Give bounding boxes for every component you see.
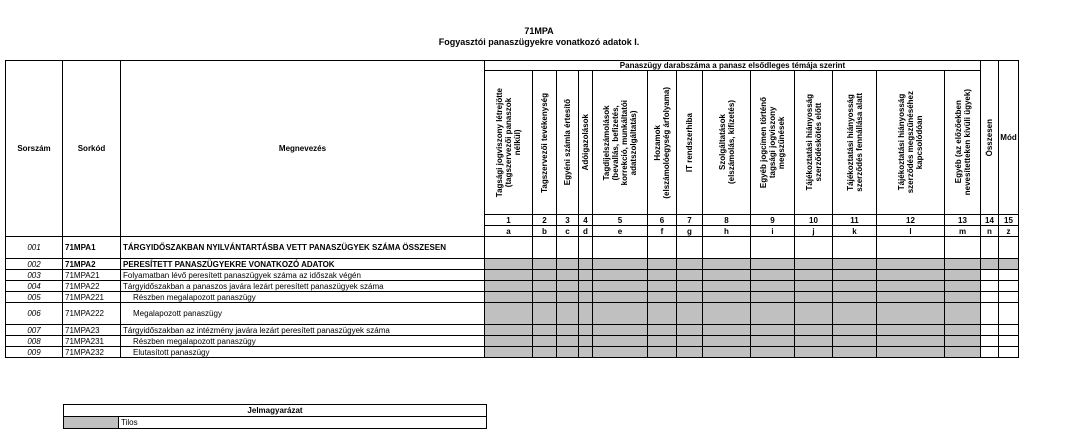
forbidden-cell <box>751 292 795 303</box>
forbidden-cell <box>833 347 877 358</box>
form-code-title: 71MPA <box>524 26 554 36</box>
forbidden-cell <box>795 336 833 347</box>
header-mod: Mód <box>999 61 1019 215</box>
row-sorszam: 005 <box>6 292 63 303</box>
table-row <box>6 292 1019 303</box>
forbidden-cell <box>703 270 751 281</box>
forbidden-cell <box>877 347 945 358</box>
forbidden-cell <box>648 259 677 270</box>
forbidden-cell <box>677 270 703 281</box>
header-osszesen <box>981 61 999 215</box>
forbidden-cell <box>795 303 833 325</box>
forbidden-cell <box>485 281 533 292</box>
column-header <box>795 71 833 215</box>
forbidden-cell <box>833 336 877 347</box>
column-header-label: Tájékoztatási hiányosság szerződés megszűnéséhez kapcsolódóan <box>897 91 924 194</box>
forbidden-cell <box>579 259 593 270</box>
forbidden-cell <box>945 281 981 292</box>
forbidden-cell <box>533 336 557 347</box>
row-sorszam: 008 <box>6 336 63 347</box>
forbidden-cell <box>833 292 877 303</box>
column-header-label: Szolgáltatások (elszámolás, kifizetés) <box>717 100 736 185</box>
column-header <box>485 71 533 215</box>
row-sorkod: 71MPA232 <box>63 347 121 358</box>
column-header <box>579 71 593 215</box>
forbidden-cell <box>833 325 877 336</box>
data-cell <box>557 237 579 259</box>
column-header-label: Tájékoztatási hiányosság szerződés fennállása alatt <box>845 93 864 192</box>
data-cell <box>999 237 1019 259</box>
column-number: 14 <box>981 215 999 226</box>
column-header <box>877 71 945 215</box>
forbidden-cell <box>579 325 593 336</box>
column-header-label: Tagszervezői tevékenység <box>540 92 549 193</box>
data-cell <box>579 237 593 259</box>
column-header <box>648 71 677 215</box>
row-megnevezes: Részben megalapozott panaszügy <box>121 292 485 303</box>
forbidden-cell <box>945 325 981 336</box>
column-header-label: Egyéb jogcímen történő tagsági jogviszony megszűnések <box>759 96 786 189</box>
table-row <box>6 281 1019 292</box>
forbidden-cell <box>533 259 557 270</box>
column-header-label: Egyéni számla értesítő <box>563 99 572 186</box>
forbidden-cell <box>579 336 593 347</box>
forbidden-cell <box>833 281 877 292</box>
column-letter: b <box>533 226 557 237</box>
forbidden-cell <box>485 336 533 347</box>
forbidden-cell <box>703 303 751 325</box>
forbidden-cell <box>648 281 677 292</box>
column-number: 8 <box>703 215 751 226</box>
column-letter: c <box>557 226 579 237</box>
row-sorkod: 71MPA22 <box>63 281 121 292</box>
forbidden-cell <box>945 270 981 281</box>
column-number: 2 <box>533 215 557 226</box>
forbidden-cell <box>648 347 677 358</box>
column-number: 11 <box>833 215 877 226</box>
forbidden-cell <box>877 292 945 303</box>
row-sorszam: 001 <box>6 237 63 259</box>
forbidden-cell <box>877 336 945 347</box>
forbidden-cell <box>877 303 945 325</box>
forbidden-cell <box>751 347 795 358</box>
column-letter: m <box>945 226 981 237</box>
forbidden-cell <box>557 292 579 303</box>
column-number: 15 <box>999 215 1019 226</box>
data-cell <box>999 336 1019 347</box>
table-row <box>6 237 1019 259</box>
column-header-label: Tagsági jogviszony létrejötte (tagszervezői panaszok nélkül) <box>495 87 522 198</box>
column-letter: l <box>877 226 945 237</box>
column-header-label: Hozamok (elszámolóegység árfolyama) <box>653 86 671 199</box>
data-cell <box>999 292 1019 303</box>
column-letter: i <box>751 226 795 237</box>
table-row <box>6 325 1019 336</box>
data-cell <box>945 237 981 259</box>
forbidden-cell <box>593 292 648 303</box>
data-cell <box>981 237 999 259</box>
column-header <box>557 71 579 215</box>
row-megnevezes: Megalapozott panaszügy <box>121 303 485 325</box>
column-letter: n <box>981 226 999 237</box>
forbidden-cell <box>648 303 677 325</box>
header-sorszam: Sorszám <box>6 61 63 237</box>
column-number: 6 <box>648 215 677 226</box>
header-megnevezes: Megnevezés <box>121 61 485 237</box>
column-letter: f <box>648 226 677 237</box>
row-megnevezes: TÁRGYIDŐSZAKBAN NYILVÁNTARTÁSBA VETT PANASZÜGYEK SZÁMA ÖSSZESEN <box>121 237 485 259</box>
forbidden-cell <box>485 347 533 358</box>
forbidden-cell <box>533 270 557 281</box>
column-number: 7 <box>677 215 703 226</box>
forbidden-cell <box>677 336 703 347</box>
column-letter: j <box>795 226 833 237</box>
column-header <box>533 71 557 215</box>
forbidden-cell <box>981 259 999 270</box>
row-megnevezes: Részben megalapozott panaszügy <box>121 336 485 347</box>
header-osszesen-label: Összesen <box>985 118 994 157</box>
legend-item: Tilos <box>119 417 487 429</box>
row-sorkod: 71MPA221 <box>63 292 121 303</box>
forbidden-cell <box>593 259 648 270</box>
forbidden-cell <box>945 259 981 270</box>
forbidden-cell <box>485 292 533 303</box>
forbidden-cell <box>648 325 677 336</box>
column-header <box>677 71 703 215</box>
forbidden-cell <box>533 303 557 325</box>
data-cell <box>999 347 1019 358</box>
column-header <box>751 71 795 215</box>
column-header-label: IT rendszerhiba <box>685 112 694 173</box>
forbidden-cell <box>751 303 795 325</box>
forbidden-cell <box>533 347 557 358</box>
row-sorszam: 006 <box>6 303 63 325</box>
data-cell <box>981 292 999 303</box>
header-sorkod: Sorkód <box>63 61 121 237</box>
forbidden-cell <box>533 292 557 303</box>
forbidden-cell <box>677 347 703 358</box>
legend-title: Jelmagyarázat <box>64 405 487 417</box>
legend-table <box>63 404 487 429</box>
data-cell <box>751 237 795 259</box>
column-letter: a <box>485 226 533 237</box>
forbidden-cell <box>751 259 795 270</box>
data-cell <box>703 237 751 259</box>
forbidden-cell <box>485 325 533 336</box>
column-number: 9 <box>751 215 795 226</box>
forbidden-cell <box>533 281 557 292</box>
data-cell <box>677 237 703 259</box>
data-cell <box>981 336 999 347</box>
column-letter: h <box>703 226 751 237</box>
forbidden-cell <box>703 281 751 292</box>
forbidden-cell <box>795 292 833 303</box>
data-cell <box>999 325 1019 336</box>
forbidden-cell <box>593 270 648 281</box>
data-table <box>5 60 1019 358</box>
forbidden-cell <box>557 259 579 270</box>
table-row <box>6 336 1019 347</box>
forbidden-cell <box>795 270 833 281</box>
forbidden-cell <box>703 325 751 336</box>
legend-swatch <box>64 417 119 429</box>
data-cell <box>648 237 677 259</box>
column-header-label: Adóigazolások <box>581 114 590 171</box>
data-cell <box>877 237 945 259</box>
forbidden-cell <box>557 281 579 292</box>
row-sorszam: 002 <box>6 259 63 270</box>
data-cell <box>533 237 557 259</box>
column-number: 3 <box>557 215 579 226</box>
column-letter: g <box>677 226 703 237</box>
column-header <box>833 71 877 215</box>
row-sorkod: 71MPA231 <box>63 336 121 347</box>
form-title: Fogyasztói panaszügyekre vonatkozó adatok I. <box>438 37 640 47</box>
data-cell <box>981 325 999 336</box>
header-group: Panaszügy darabszáma a panasz elsődleges témája szerint <box>485 61 981 71</box>
forbidden-cell <box>945 336 981 347</box>
column-header-label: Tájékoztatási hiányosság szerződéskötés előtt <box>804 94 823 191</box>
forbidden-cell <box>751 325 795 336</box>
column-number: 12 <box>877 215 945 226</box>
row-sorszam: 004 <box>6 281 63 292</box>
column-header <box>945 71 981 215</box>
forbidden-cell <box>557 347 579 358</box>
data-cell <box>795 237 833 259</box>
data-cell <box>593 237 648 259</box>
forbidden-cell <box>945 303 981 325</box>
forbidden-cell <box>703 259 751 270</box>
column-number: 10 <box>795 215 833 226</box>
forbidden-cell <box>593 281 648 292</box>
forbidden-cell <box>795 347 833 358</box>
forbidden-cell <box>751 336 795 347</box>
forbidden-cell <box>999 259 1019 270</box>
forbidden-cell <box>833 303 877 325</box>
forbidden-cell <box>648 336 677 347</box>
table-row <box>6 347 1019 358</box>
row-megnevezes: Folyamatban lévő peresített panaszügyek száma az időszak végén <box>121 270 485 281</box>
data-cell <box>981 303 999 325</box>
forbidden-cell <box>557 336 579 347</box>
forbidden-cell <box>485 270 533 281</box>
forbidden-cell <box>579 347 593 358</box>
row-sorkod: 71MPA1 <box>63 237 121 259</box>
forbidden-cell <box>648 270 677 281</box>
data-cell <box>485 237 533 259</box>
forbidden-cell <box>703 336 751 347</box>
row-sorszam: 003 <box>6 270 63 281</box>
row-sorszam: 007 <box>6 325 63 336</box>
column-letter: z <box>999 226 1019 237</box>
forbidden-cell <box>648 292 677 303</box>
column-letter: d <box>579 226 593 237</box>
forbidden-cell <box>833 259 877 270</box>
row-sorkod: 71MPA23 <box>63 325 121 336</box>
forbidden-cell <box>593 347 648 358</box>
forbidden-cell <box>579 303 593 325</box>
column-number: 13 <box>945 215 981 226</box>
forbidden-cell <box>533 325 557 336</box>
data-cell <box>999 281 1019 292</box>
forbidden-cell <box>579 292 593 303</box>
column-header <box>703 71 751 215</box>
data-cell <box>981 281 999 292</box>
column-header-label: Tagdíjelszámolások (bevallás, befizetés, korrekció, munkáltatói adatszolgáltatás) <box>602 99 638 186</box>
forbidden-cell <box>557 325 579 336</box>
column-number: 5 <box>593 215 648 226</box>
data-cell <box>833 237 877 259</box>
column-letter: k <box>833 226 877 237</box>
forbidden-cell <box>677 281 703 292</box>
forbidden-cell <box>593 325 648 336</box>
row-megnevezes: Tárgyidőszakban az intézmény javára lezárt peresített panaszügyek száma <box>121 325 485 336</box>
forbidden-cell <box>557 270 579 281</box>
forbidden-cell <box>703 292 751 303</box>
table-row <box>6 303 1019 325</box>
row-megnevezes: PERESÍTETT PANASZÜGYEKRE VONATKOZÓ ADATOK <box>121 259 485 270</box>
column-number: 1 <box>485 215 533 226</box>
forbidden-cell <box>795 259 833 270</box>
forbidden-cell <box>877 325 945 336</box>
data-cell <box>981 270 999 281</box>
column-header-label: Egyéb (az előzőekben nevesítetteken kívüli ügyek) <box>953 89 972 196</box>
row-sorkod: 71MPA222 <box>63 303 121 325</box>
forbidden-cell <box>579 281 593 292</box>
forbidden-cell <box>677 292 703 303</box>
forbidden-cell <box>557 303 579 325</box>
forbidden-cell <box>945 347 981 358</box>
data-cell <box>981 347 999 358</box>
forbidden-cell <box>751 270 795 281</box>
row-sorkod: 71MPA2 <box>63 259 121 270</box>
forbidden-cell <box>593 336 648 347</box>
table-row <box>6 270 1019 281</box>
column-header <box>593 71 648 215</box>
forbidden-cell <box>485 303 533 325</box>
forbidden-cell <box>703 347 751 358</box>
forbidden-cell <box>945 292 981 303</box>
column-letter: e <box>593 226 648 237</box>
data-cell <box>999 303 1019 325</box>
row-megnevezes: Elutasított panaszügy <box>121 347 485 358</box>
forbidden-cell <box>677 259 703 270</box>
forbidden-cell <box>751 281 795 292</box>
forbidden-cell <box>877 270 945 281</box>
forbidden-cell <box>877 281 945 292</box>
forbidden-cell <box>833 270 877 281</box>
forbidden-cell <box>677 303 703 325</box>
row-sorkod: 71MPA21 <box>63 270 121 281</box>
table-row <box>6 259 1019 270</box>
forbidden-cell <box>795 281 833 292</box>
forbidden-cell <box>485 259 533 270</box>
forbidden-cell <box>579 270 593 281</box>
forbidden-cell <box>795 325 833 336</box>
row-megnevezes: Tárgyidőszakban a panaszos javára lezárt peresített panaszügyek száma <box>121 281 485 292</box>
forbidden-cell <box>593 303 648 325</box>
forbidden-cell <box>877 259 945 270</box>
row-sorszam: 009 <box>6 347 63 358</box>
column-number: 4 <box>579 215 593 226</box>
forbidden-cell <box>677 325 703 336</box>
data-cell <box>999 270 1019 281</box>
